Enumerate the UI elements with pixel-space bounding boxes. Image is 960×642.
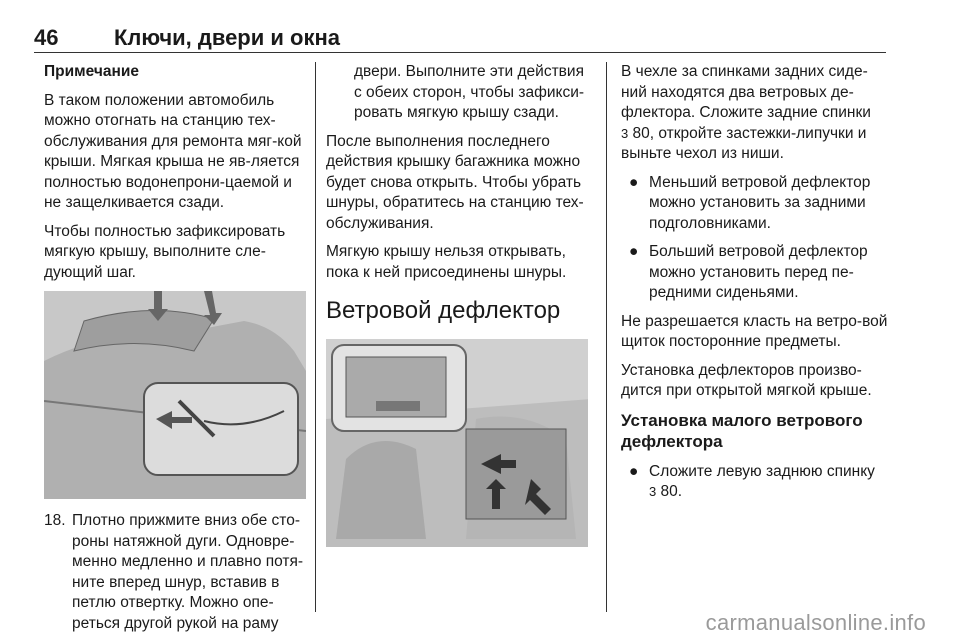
- note-text: В таком положении автомобиль можно отогнать на станцию тех-обслуживания для ремонта мяг-кой крыши. Мягкая крыша не яв-ляется полностью водонепрони-цаемой и не защелкивается сзади.: [44, 91, 302, 211]
- page-reference-icon: 3: [649, 484, 657, 499]
- paragraph: Чтобы полностью зафиксировать мягкую крышу, выполните сле-дующий шаг.: [44, 222, 286, 281]
- figure-soft-top-locking: [44, 291, 306, 499]
- subsection-heading: Установка малого ветрового дефлектора: [621, 410, 863, 451]
- bullet-item: [621, 173, 891, 235]
- paragraph-text: В чехле за спинками задних сиде-ний находятся два ветровых де-флектора. Сложите задние спинки: [621, 63, 871, 121]
- paragraph: [621, 62, 891, 165]
- paragraph: Не разрешается класть на ветро-вой щиток посторонние предметы.: [621, 312, 888, 350]
- figure-wind-deflector: [326, 339, 588, 547]
- page-reference-icon: 3: [621, 125, 629, 141]
- column-divider: [606, 62, 607, 612]
- step-continuation: двери. Выполните эти действия с обеих сторон, чтобы зафикси-ровать мягкую крышу сзади.: [354, 63, 585, 121]
- column-2: [326, 62, 592, 559]
- paragraph: Мягкую крышу нельзя открывать, пока к ней присоединены шнуры.: [326, 243, 567, 281]
- bullet-text: Сложите левую заднюю спинку: [649, 462, 875, 480]
- column-1: [44, 62, 306, 642]
- column-3: [621, 62, 891, 511]
- step-number: 18.: [44, 512, 66, 529]
- paragraph-text: 80, откройте застежки-липучки и выньте чехол из ниши.: [621, 124, 867, 162]
- note-title: Примечание: [44, 63, 139, 80]
- paragraph: После выполнения последнего действия крышку багажника можно будет снова открыть. Чтобы убрать шнуры, обратитесь на станцию тех-обслуживания.: [326, 132, 584, 232]
- step-18: [44, 511, 306, 634]
- bullet-icon: ●: [629, 173, 639, 191]
- bullet-text: Больший ветровой дефлектор можно установить перед пе-редними сиденьями.: [649, 243, 868, 301]
- section-heading: Ветровой дефлектор: [326, 297, 561, 324]
- bullet-icon: ●: [629, 243, 639, 260]
- bullet-text: Меньший ветровой дефлектор можно установить за задними подголовниками.: [649, 173, 871, 232]
- page-header: [34, 25, 886, 53]
- bullet-item: [621, 242, 891, 304]
- watermark: carmanualsonline.info: [705, 610, 926, 635]
- wind-deflector-illustration: [326, 339, 588, 547]
- page-number: 46: [34, 25, 59, 50]
- bullet-icon: ●: [629, 462, 639, 480]
- header-rule: [34, 52, 886, 53]
- bullet-text: 80.: [660, 483, 683, 500]
- paragraph: Установка дефлекторов произво-дится при открытой мягкой крыше.: [621, 361, 872, 399]
- chapter-title: Ключи, двери и окна: [114, 25, 340, 50]
- column-divider: [315, 62, 316, 612]
- step-text: Плотно прижмите вниз обе сто-роны натяжной дуги. Одновре-менно медленно и плавно потя-ните вперед шнур, вставив в петлю отвертку. Можно опе-реться другой рукой на раму: [72, 512, 304, 632]
- bullet-item: [621, 462, 891, 503]
- soft-top-illustration: [44, 291, 306, 499]
